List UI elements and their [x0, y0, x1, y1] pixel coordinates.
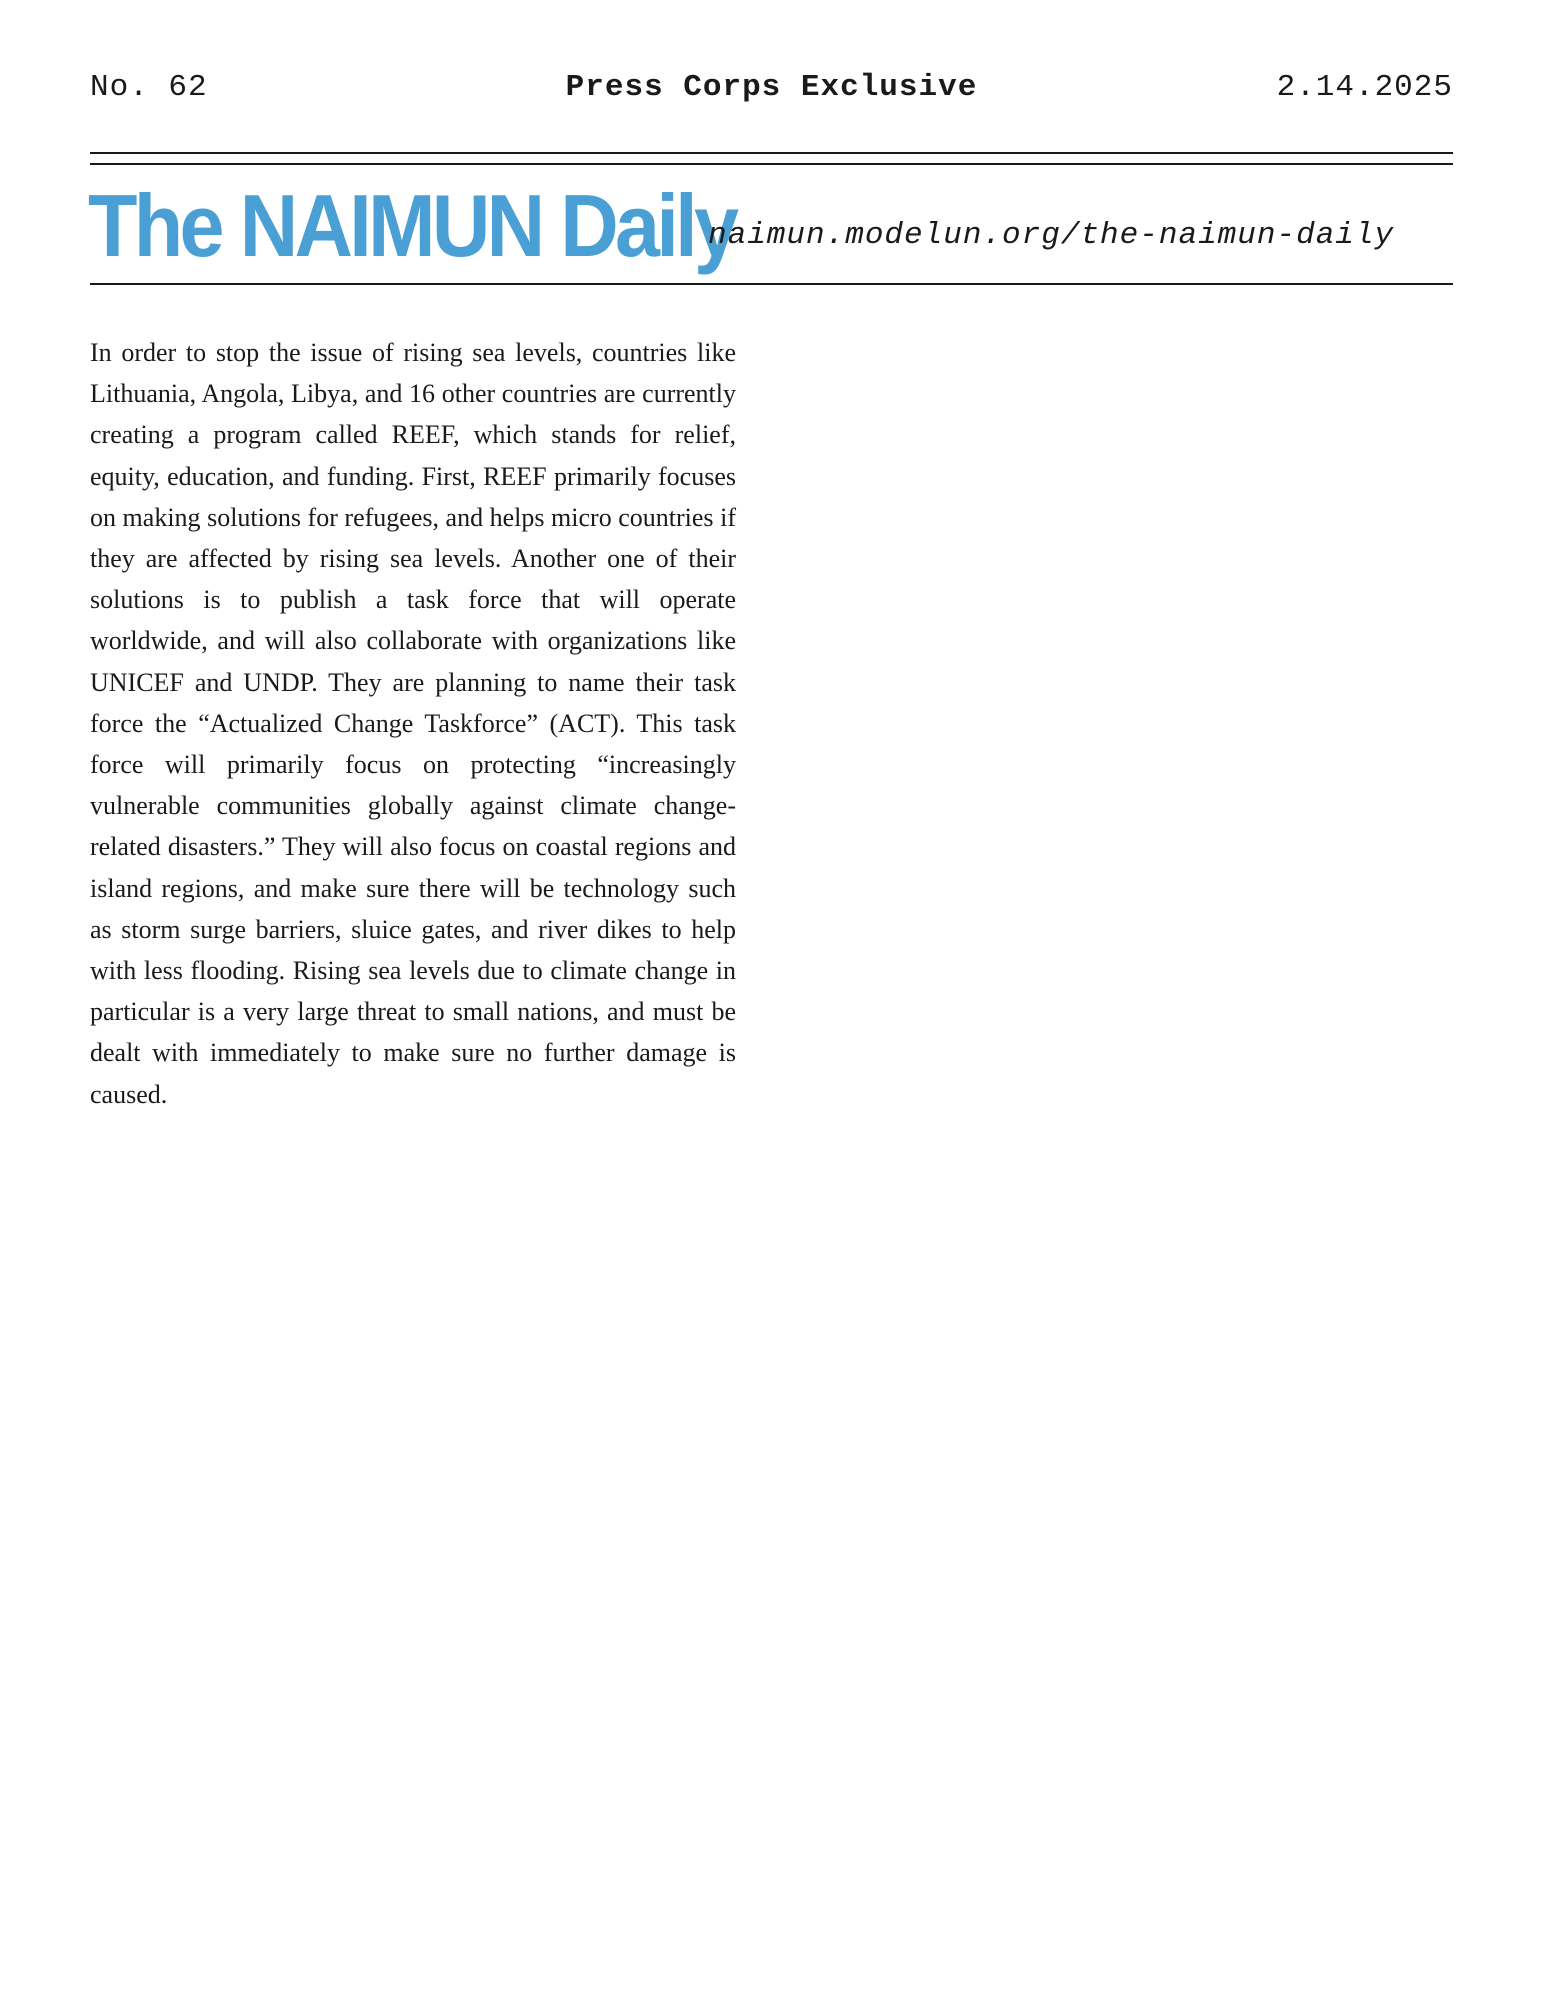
top-bar [90, 70, 1453, 114]
top-divider-upper [90, 152, 1453, 154]
issue-number: No. 62 [90, 70, 208, 105]
section-label: Press Corps Exclusive [565, 70, 978, 105]
top-divider-lower [90, 163, 1453, 165]
article-body: In order to stop the issue of rising sea levels, countries like Lithuania, Angola, Libya, and 16 other countries are currently creating a program called REEF, which stands for relief, equity, education, and funding. First, REEF primarily focuses on making solutions for refugees, and helps micro countries if they are affected by rising sea levels. Another one of their solutions is to publish a task force that will operate worldwide, and will also collaborate with organizations like UNICEF and UNDP. They are planning to name their task force the “Actualized Change Taskforce” (ACT). This task force will primarily focus on protecting “increasingly vulnerable communities globally against climate change-related disasters.” They will also focus on coastal regions and island regions, and make sure there will be technology such as storm surge barriers, sluice gates, and river dikes to help with less flooding. Rising sea levels due to climate change in particular is a very large threat to small nations, and must be dealt with immediately to make sure no further damage is caused. [90, 338, 736, 1109]
issue-date: 2.14.2025 [1276, 70, 1453, 105]
masthead-url: naimun.modelun.org/the-naimun-daily [708, 218, 1395, 253]
masthead-title: The NAIMUN Daily [88, 176, 736, 275]
masthead-divider [90, 283, 1453, 285]
